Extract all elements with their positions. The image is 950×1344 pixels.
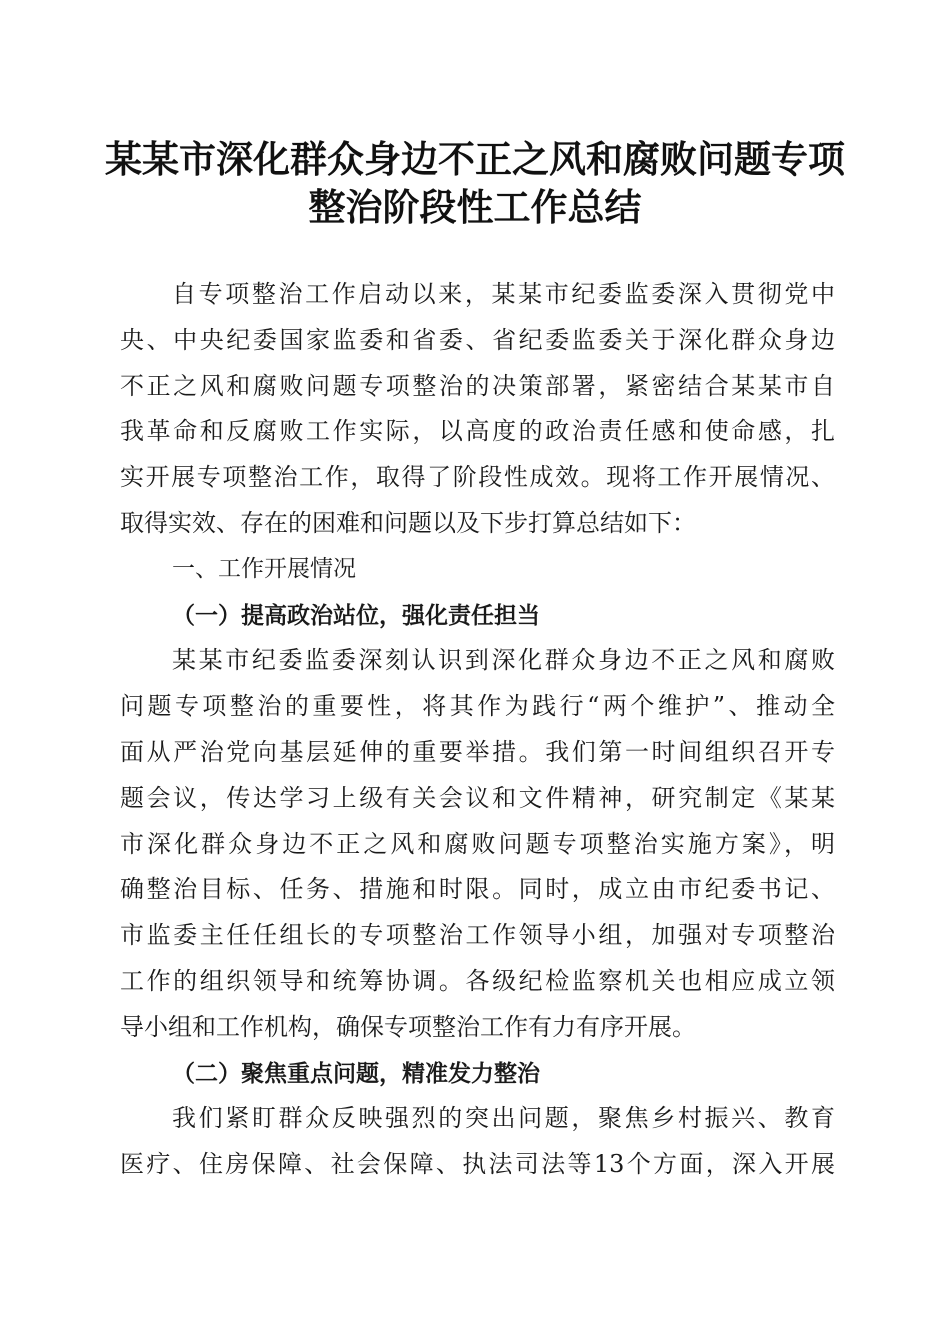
paragraph-line: 医疗、住房保障、社会保障、执法司法等13个方面，深入开展 — [120, 1150, 835, 1179]
paragraph-line: 确整治目标、任务、措施和时限。同时，成立由市纪委书记、 — [120, 875, 835, 904]
intro-line: 实开展专项整治工作，取得了阶段性成效。现将工作开展情况、 — [120, 463, 835, 492]
paragraph-line: 面从严治党向基层延伸的重要举措。我们第一时间组织召开专 — [120, 737, 835, 766]
subsection-heading-2: （二）聚焦重点问题，精准发力整治 — [172, 1059, 540, 1087]
intro-line: 取得实效、存在的困难和问题以及下步打算总结如下： — [120, 508, 696, 537]
paragraph-line: 市深化群众身边不正之风和腐败问题专项整治实施方案》，明 — [120, 829, 835, 858]
document-title-line-2: 整治阶段性工作总结 — [308, 185, 642, 229]
paragraph-line: 我们紧盯群众反映强烈的突出问题，聚焦乡村振兴、教育 — [172, 1104, 835, 1133]
paragraph-line: 问题专项整治的重要性，将其作为践行“两个维护”、推动全 — [120, 692, 835, 721]
paragraph-line: 题会议，传达学习上级有关会议和文件精神，研究制定《某某 — [120, 783, 835, 812]
intro-line: 我革命和反腐败工作实际，以高度的政治责任感和使命感，扎 — [120, 417, 835, 446]
subsection-heading-1: （一）提高政治站位，强化责任担当 — [172, 601, 540, 629]
paragraph-line: 导小组和工作机构，确保专项整治工作有力有序开展。 — [120, 1012, 696, 1041]
intro-line: 央、中央纪委国家监委和省委、省纪委监委关于深化群众身边 — [120, 325, 835, 354]
paragraph-line: 工作的组织领导和统筹协调。各级纪检监察机关也相应成立领 — [120, 966, 835, 995]
section-heading-1: 一、工作开展情况 — [172, 555, 356, 582]
document-title-line-1: 某某市深化群众身边不正之风和腐败问题专项 — [105, 137, 845, 181]
intro-line: 不正之风和腐败问题专项整治的决策部署，紧密结合某某市自 — [120, 371, 835, 400]
paragraph-line: 某某市纪委监委深刻认识到深化群众身边不正之风和腐败 — [172, 646, 835, 675]
document-body — [120, 272, 835, 1188]
paragraph-line: 市监委主任任组长的专项整治工作领导小组，加强对专项整治 — [120, 921, 835, 950]
intro-line: 自专项整治工作启动以来，某某市纪委监委深入贯彻党中 — [172, 280, 835, 308]
